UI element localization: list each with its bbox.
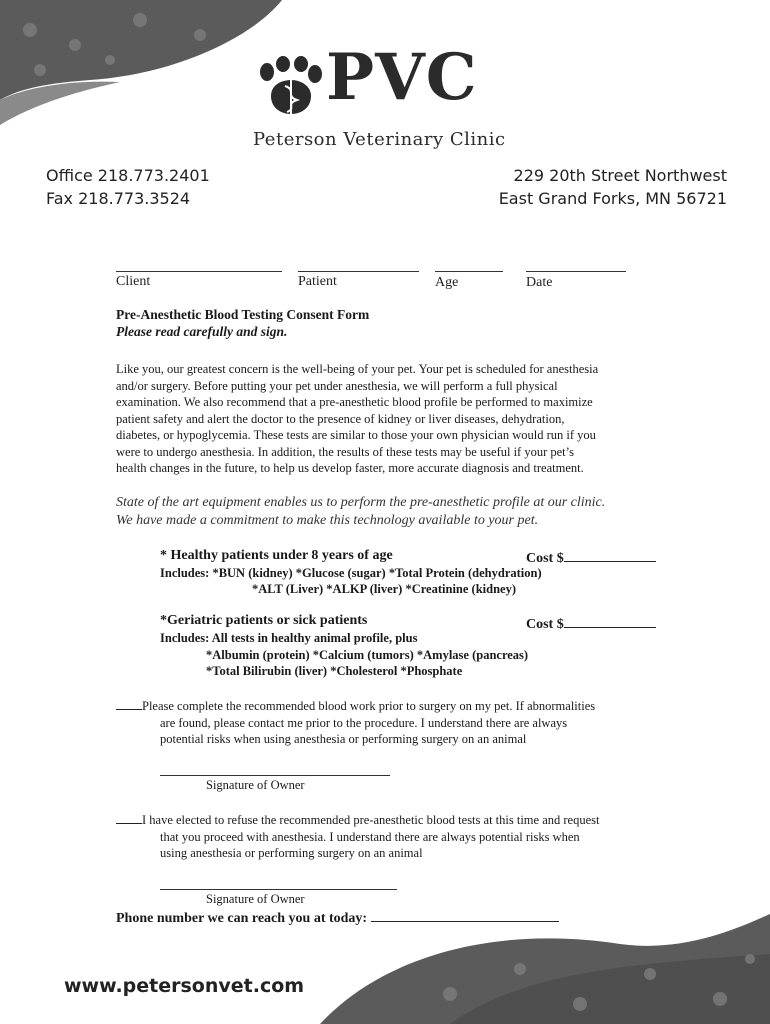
geriatric-includes-line-3: *Total Bilirubin (liver) *Cholesterol *Phosphate [206,664,463,678]
refuse-line-3: using anesthesia or performing surgery on an animal [160,846,423,860]
accept-line-1: Please complete the recommended blood work prior to surgery on my pet. If abnormalities [142,699,596,713]
geriatric-cost-label: Cost $ [526,617,564,632]
patient-field[interactable] [298,271,419,272]
website-url: www.petersonvet.com [64,975,305,997]
intro-line: health changes in the future, to help us develop faster, more accurate diagnosis and treatment. [116,461,584,475]
phone-input-line[interactable] [371,908,559,922]
fax-number: Fax 218.773.3524 [46,189,191,208]
accept-initial-blank[interactable] [116,697,142,710]
client-label: Client [116,274,151,289]
contact-phone-block [46,164,210,210]
address-line-1: 229 20th Street Northwest [513,166,727,185]
age-field[interactable] [435,271,503,272]
address-line-2: East Grand Forks, MN 56721 [498,189,727,208]
refuse-signature-label: Signature of Owner [206,892,305,906]
paw-caduceus-icon [253,56,323,116]
intro-line: examination. We also recommend that a pre-anesthetic blood profile be performed to maximize [116,395,593,409]
geriatric-includes-line-2: *Albumin (protein) *Calcium (tumors) *Amylase (pancreas) [206,648,529,662]
accept-line-3: potential risks when using anesthesia or performing surgery on an animal [160,732,527,746]
office-phone: Office 218.773.2401 [46,166,210,185]
phone-number-prompt [116,908,559,927]
statement-line: We have made a commitment to make this technology available to your pet. [116,513,539,528]
form-subtitle: Please read carefully and sign. [116,324,288,339]
patient-label: Patient [298,274,337,289]
statement-line: State of the art equipment enables us to perform the pre-anesthetic profile at our clinic. [116,495,606,510]
healthy-includes-line-2: *ALT (Liver) *ALKP (liver) *Creatinine (kidney) [252,582,516,596]
intro-paragraph [116,361,664,477]
healthy-cost-field[interactable] [564,548,656,562]
date-label: Date [526,275,553,290]
clinic-name: Peterson Veterinary Clinic [253,129,506,150]
healthy-includes-line-1: Includes: *BUN (kidney) *Glucose (sugar) *Total Protein (dehydration) [160,566,542,580]
clinic-logo-text: PVC [326,40,478,115]
intro-line: were to undergo anesthesia. In addition, the results of these tests may be useful if your pet’s [116,444,574,459]
intro-line: diabetes, or hypoglycemia. These tests are similar to those your own physician would run if you [116,428,596,442]
phone-label: Phone number we can reach you at today: [116,911,368,926]
geriatric-cost [526,614,656,633]
healthy-cost-label: Cost $ [526,551,564,566]
accept-signature-line[interactable] [160,775,390,776]
client-field[interactable] [116,271,282,272]
refuse-consent-option [116,811,599,862]
refuse-initial-blank[interactable] [116,811,142,824]
intro-line: and/or surgery. Before putting your pet under anesthesia, we will perform a full physical [116,378,558,393]
accept-signature-label: Signature of Owner [206,778,305,792]
intro-line: Like you, our greatest concern is the well-being of your pet. Your pet is scheduled for anesthesia [116,362,599,376]
age-label: Age [435,275,459,290]
healthy-package-heading: * Healthy patients under 8 years of age [160,548,393,563]
clinic-address [499,164,727,210]
date-field[interactable] [526,271,626,272]
accept-line-2: are found, please contact me prior to the procedure. I understand there are always [160,715,568,730]
accept-consent-option [116,697,595,748]
refuse-line-1: I have elected to refuse the recommended pre-anesthetic blood tests at this time and request [142,813,600,827]
healthy-cost [526,548,656,567]
commitment-statement [116,494,605,530]
bottom-wave-decoration [320,914,770,1024]
form-title: Pre-Anesthetic Blood Testing Consent Form [116,307,370,322]
geriatric-package-heading: *Geriatric patients or sick patients [160,613,368,628]
refuse-signature-line[interactable] [160,889,397,890]
geriatric-cost-field[interactable] [564,614,656,628]
refuse-line-2: that you proceed with anesthesia. I understand there are always potential risks when [160,829,580,844]
intro-line: patient safety and alert the doctor to the presence of kidney or liver diseases, dehydration, [116,411,565,426]
geriatric-includes-line-1: Includes: All tests in healthy animal profile, plus [160,631,418,645]
